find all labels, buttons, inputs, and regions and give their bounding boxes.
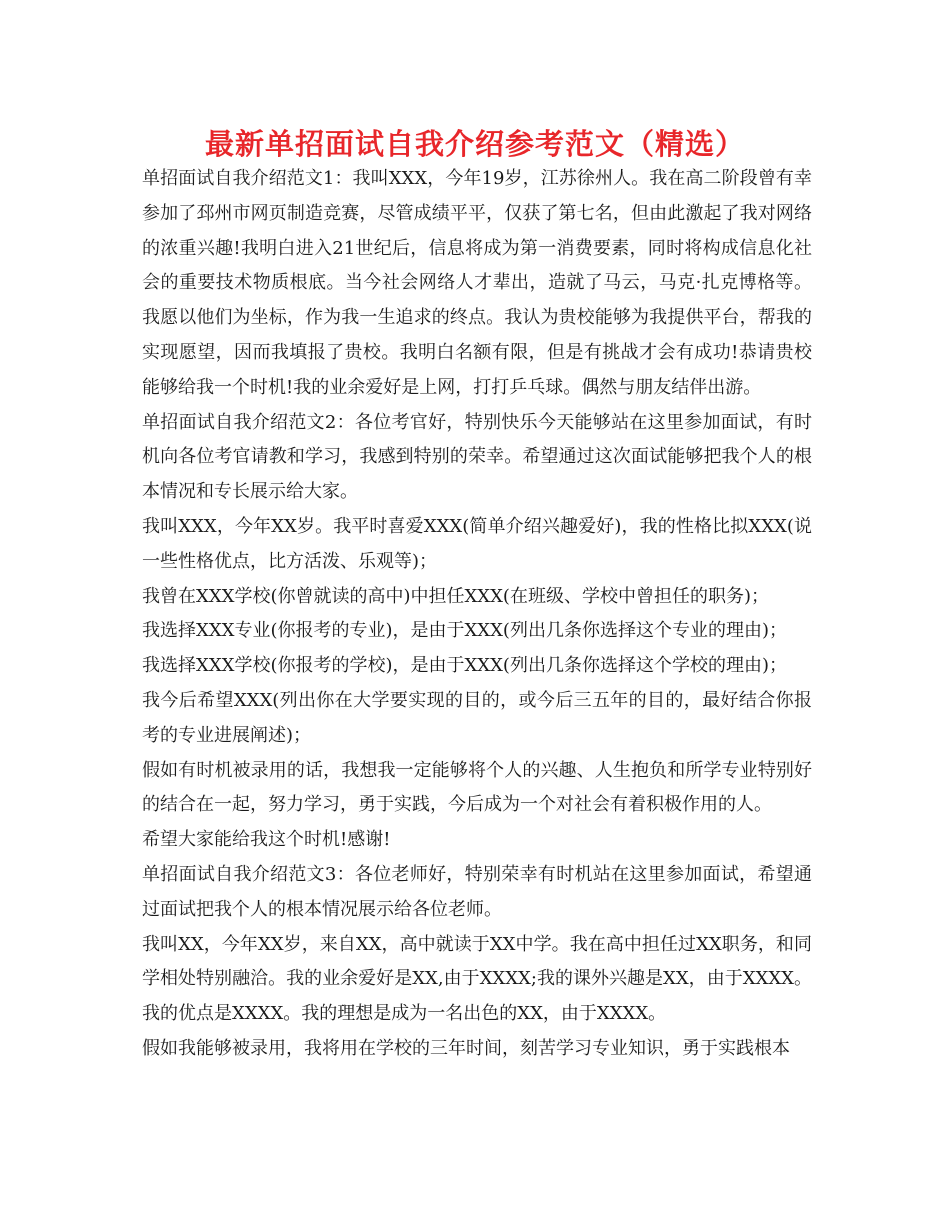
document-body xyxy=(142,162,812,1067)
paragraph: 单招面试自我介绍范文2：各位考官好，特别快乐今天能够站在这里参加面试，有时机向各位考官请教和学习，我感到特别的荣幸。希望通过这次面试能够把我个人的根本情况和专长展示给大家。 xyxy=(142,411,812,503)
paragraph: 我曾在XXX学校(你曾就读的高中)中担任XXX(在班级、学校中曾担任的职务)； xyxy=(142,585,769,607)
paragraph: 我今后希望XXX(列出你在大学要实现的目的，或今后三五年的目的，最好结合你报考的专业进展阐述)； xyxy=(142,689,812,746)
document-title: 最新单招面试自我介绍参考范文（精选） xyxy=(204,127,745,161)
paragraph: 假如有时机被录用的话，我想我一定能够将个人的兴趣、人生抱负和所学专业特别好的结合在一起，努力学习，勇于实践，今后成为一个对社会有着积极作用的人。 xyxy=(142,759,812,816)
paragraph: 单招面试自我介绍范文3：各位老师好，特别荣幸有时机站在这里参加面试，希望通过面试把我个人的根本情况展示给各位老师。 xyxy=(142,863,812,920)
paragraph: 单招面试自我介绍范文1：我叫XXX，今年19岁，江苏徐州人。我在高二阶段曾有幸参加了邳州市网页制造竞赛，尽管成绩平平，仅获了第七名，但由此激起了我对网络的浓重兴趣!我明白进入21世纪后，信息将成为第一消费要素，同时将构成信息化社会的重要技术物质根底。当今社会网络人才辈出，造就了马云，马克·扎克博格等。我愿以他们为坐标，作为我一生追求的终点。我认为贵校能够为我提供平台，帮我的实现愿望，因而我填报了贵校。我明白名额有限，但是有挑战才会有成功!恭请贵校能够给我一个时机!我的业余爱好是上网，打打乒乓球。偶然与朋友结伴出游。 xyxy=(142,168,812,398)
paragraph: 我选择XXX专业(你报考的专业)，是由于XXX(列出几条你选择这个专业的理由)； xyxy=(142,620,787,642)
paragraph: 我选择XXX学校(你报考的学校)，是由于XXX(列出几条你选择这个学校的理由)； xyxy=(142,655,787,677)
paragraph: 希望大家能给我这个时机!感谢! xyxy=(142,829,391,851)
paragraph: 我叫XX，今年XX岁，来自XX，高中就读于XX中学。我在高中担任过XX职务，和同学相处特别融洽。我的业余爱好是XX,由于XXXX;我的课外兴趣是XX，由于XXXX。我的优点是XXXX。我的理想是成为一名出色的XX，由于XXXX。 xyxy=(142,933,812,1025)
paragraph: 我叫XXX，今年XX岁。我平时喜爱XXX(简单介绍兴趣爱好)，我的性格比拟XXX(说一些性格优点，比方活泼、乐观等)； xyxy=(142,515,812,572)
paragraph: 假如我能够被录用，我将用在学校的三年时间，刻苦学习专业知识，勇于实践根本 xyxy=(142,1037,790,1059)
